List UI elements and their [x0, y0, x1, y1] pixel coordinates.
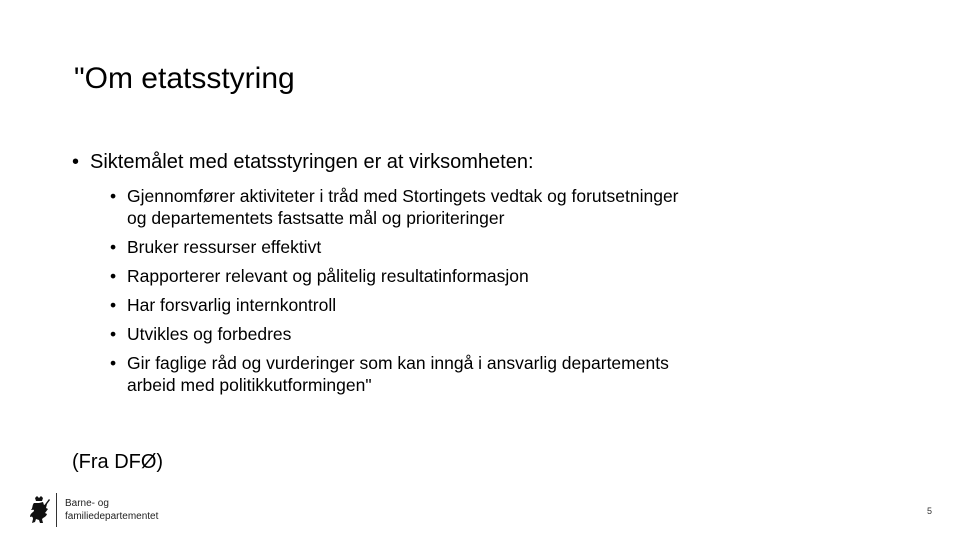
list-item [110, 262, 810, 291]
department-line: familiedepartementet [65, 511, 159, 522]
slide-title: "Om etatsstyring [74, 62, 295, 95]
list-item-text: Utvikles og forbedres [127, 324, 292, 344]
list-item-text: Rapporterer relevant og pålitelig resultatinformasjon [127, 266, 529, 286]
list-item-text: Bruker ressurser effektivt [127, 237, 322, 257]
list-item-text: Gjennomfører aktiviteter i tråd med Stortingets vedtak og forutsetninger [127, 186, 679, 206]
bullet-marker: • [72, 151, 80, 173]
source-note: (Fra DFØ) [72, 451, 164, 473]
logo-divider [56, 493, 57, 527]
list-item [110, 349, 810, 400]
list-item-text-continued: og departementets fastsatte mål og prioriteringer [127, 208, 505, 228]
list-item [110, 233, 810, 262]
department-line: Barne- og [65, 498, 109, 509]
list-item [110, 291, 810, 320]
main-bullet-text: Siktemålet med etatsstyringen er at virksomheten: [90, 151, 534, 173]
list-item-text: Gir faglige råd og vurderinger som kan inngå i ansvarlig departements [127, 353, 669, 373]
list-item [110, 320, 810, 349]
norwegian-lion-coat-of-arms-icon [27, 495, 51, 525]
department-name [65, 497, 158, 523]
list-item [110, 182, 810, 233]
list-item-text: Har forsvarlig internkontroll [127, 295, 337, 315]
page-number: 5 [926, 506, 932, 516]
main-bullet [72, 150, 534, 174]
list-item-text-continued: arbeid med politikkutformingen" [127, 375, 372, 395]
sub-bullet-list [110, 182, 810, 400]
